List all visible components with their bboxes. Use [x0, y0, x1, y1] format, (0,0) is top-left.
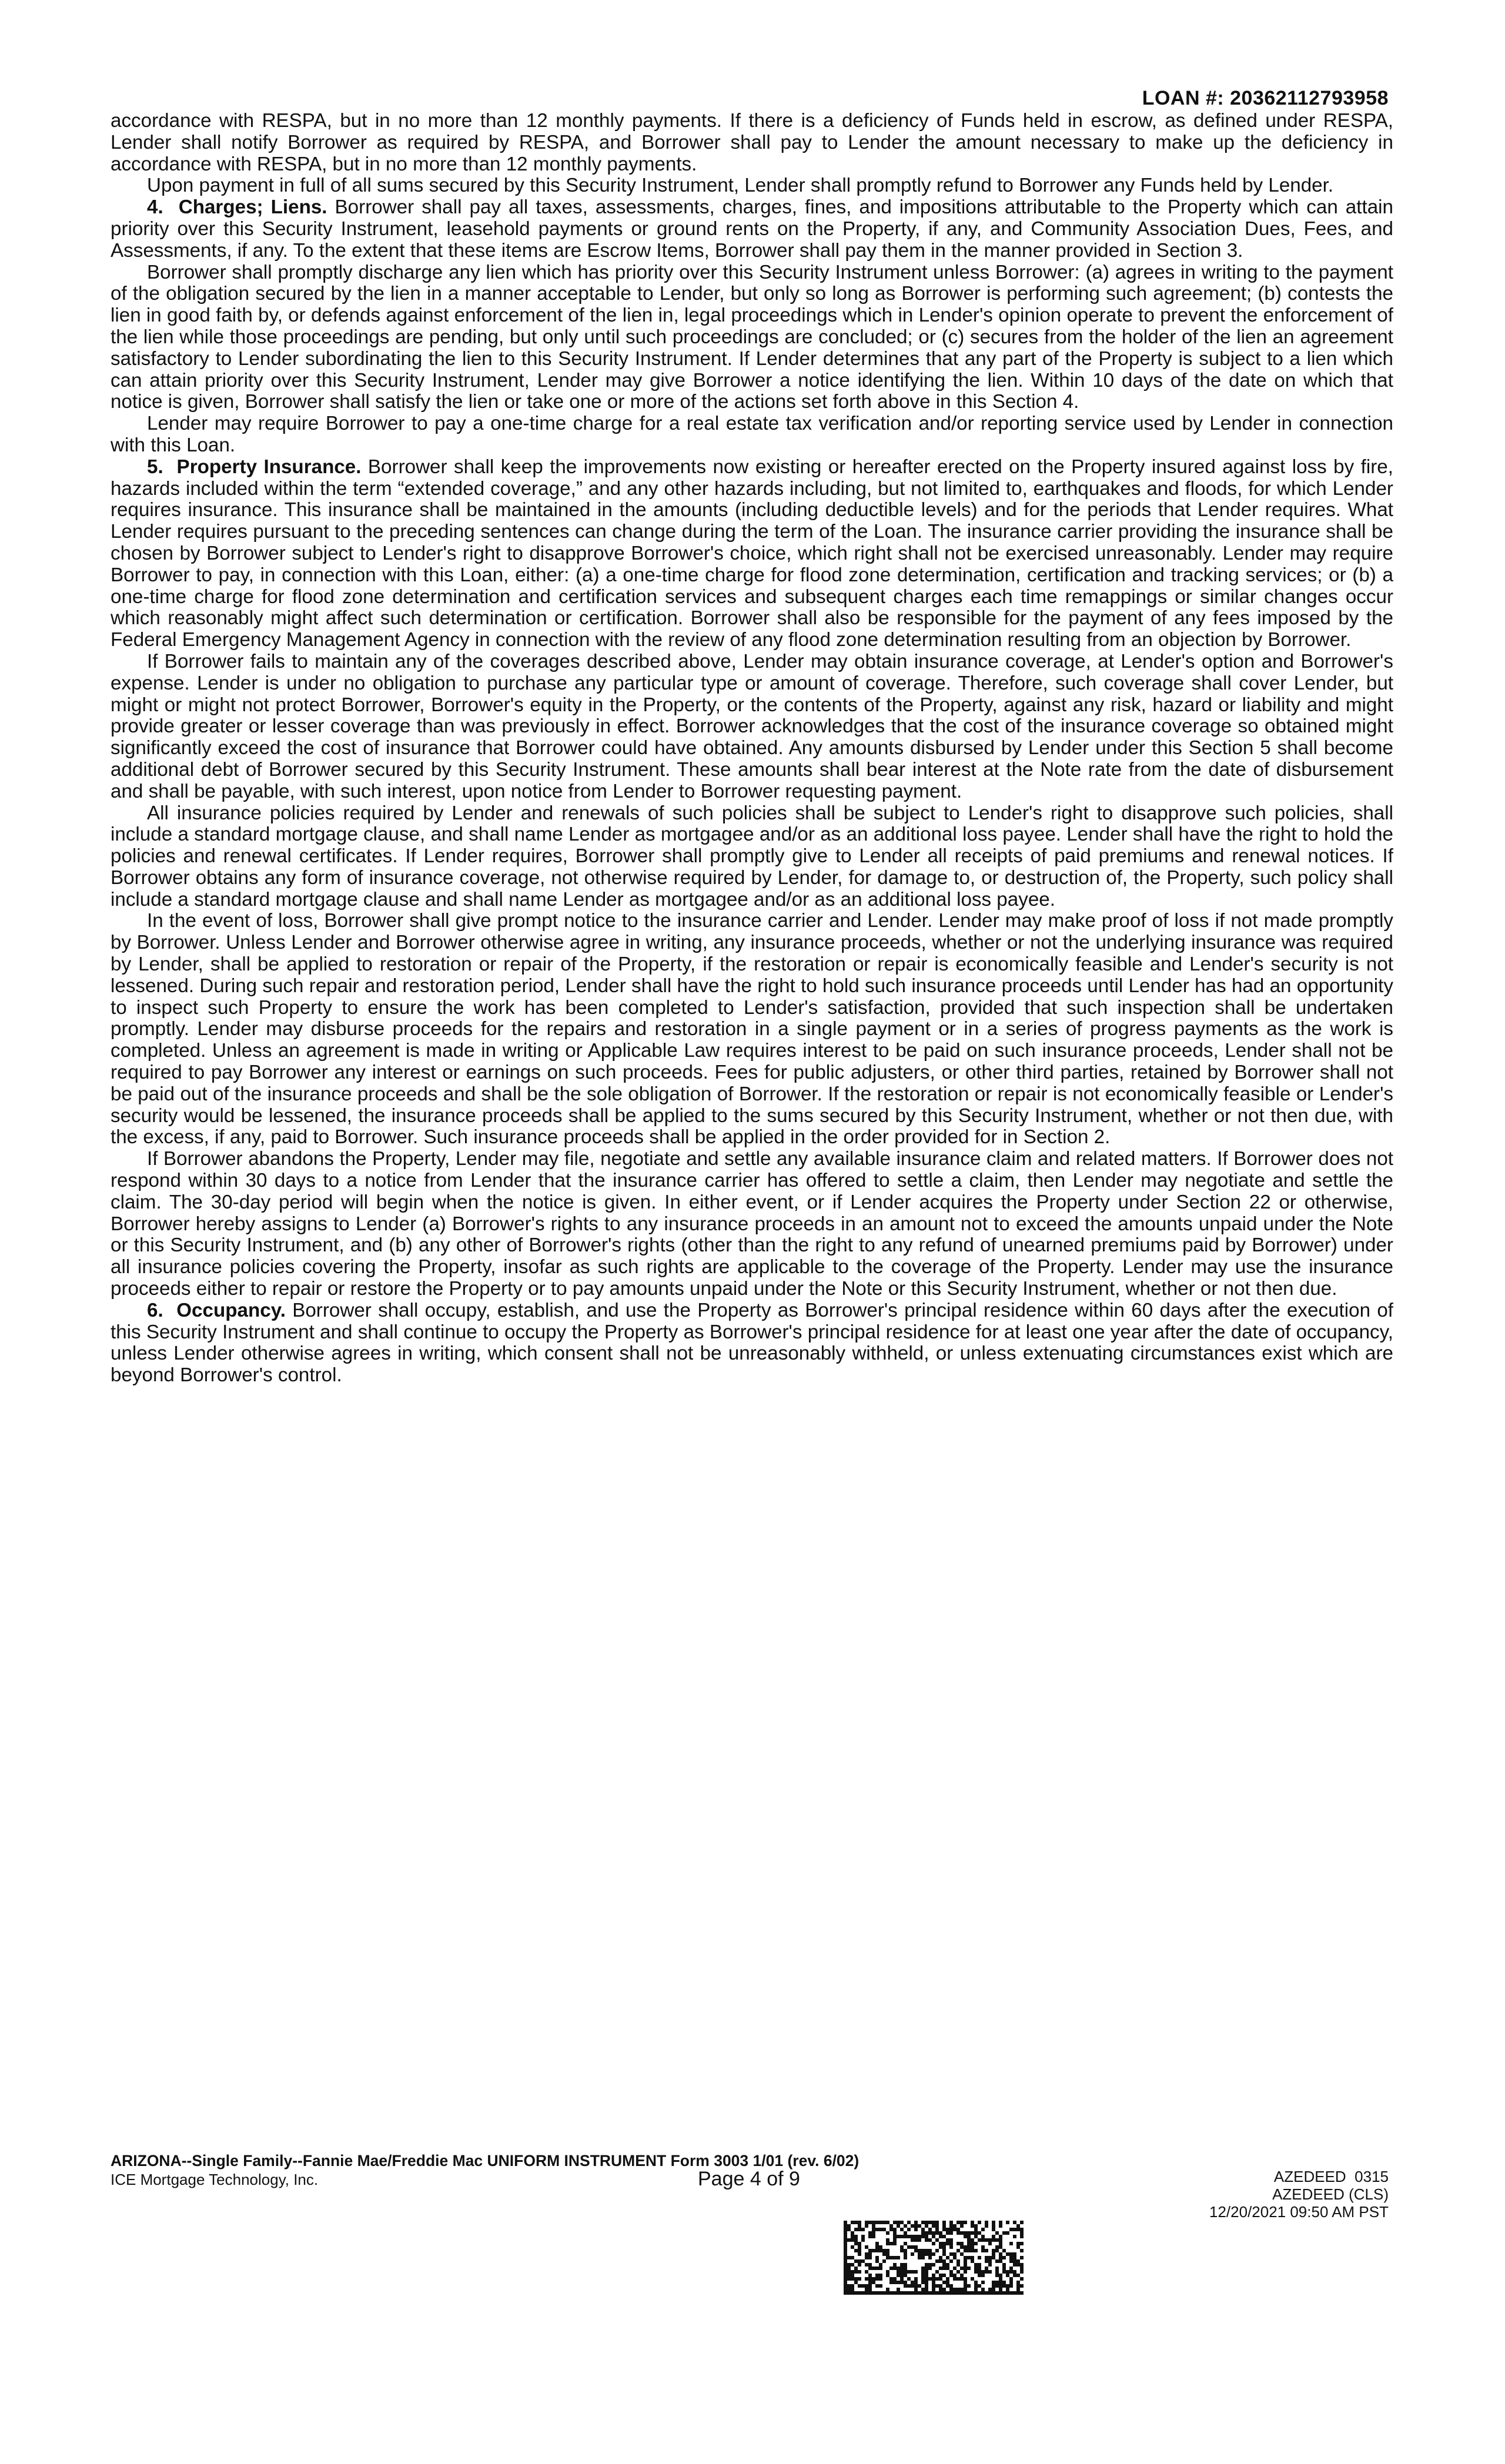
section-heading: 5. Property Insurance.	[147, 456, 362, 478]
body-paragraph: Borrower shall promptly discharge any lien which has priority over this Security Instrument unless Borrower: (a) agrees in writing to the payment of the obligation secured by the lien in a manner acceptable to Lender, but only so long as Borrower is performing such agreement; (b) contests the lien in good faith by, or defends against enforcement of the lien in, legal proceedings which in Lender's opinion operate to prevent the enforcement of the lien while those proceedings are pending, but only until such proceedings are concluded; or (c) secures from the holder of the lien an agreement satisfactory to Lender subordinating the lien to this Security Instrument. If Lender determines that any part of the Property is subject to a lien which can attain priority over this Security Instrument, Lender may give Borrower a notice identifying the lien. Within 10 days of the date on which that notice is given, Borrower shall satisfy the lien or take one or more of the actions set forth above in this Section 4.	[111, 261, 1393, 413]
section-text: Borrower shall pay all taxes, assessments, charges, fines, and impositions attributable to the Property which can attain priority over this Security Instrument, leasehold payments or ground rents on the Property, if any, and Community Association Dues, Fees, and Assessments, if any. To the extent that these items are Escrow Items, Borrower shall pay them in the manner provided in Section 3.	[111, 196, 1393, 262]
body-paragraph: Upon payment in full of all sums secured by this Security Instrument, Lender shall promptly refund to Borrower any Funds held by Lender.	[147, 175, 1334, 197]
document-body	[111, 111, 1393, 1387]
section-paragraph	[111, 1300, 1393, 1387]
body-paragraph: In the event of loss, Borrower shall give prompt notice to the insurance carrier and Lender. Lender may make proof of loss if not made promptly by Borrower. Unless Lender and Borrower otherwise agree in writing, any insurance proceeds, whether or not the underlying insurance was required by Lender, shall be applied to restoration or repair of the Property, if the restoration or repair is economically feasible and Lender's security is not lessened. During such repair and restoration period, Lender shall have the right to hold such insurance proceeds until Lender has had an opportunity to inspect such Property to ensure the work has been completed to Lender's satisfaction, provided that such inspection shall be undertaken promptly. Lender may disburse proceeds for the repairs and restoration in a single payment or in a series of progress payments as the work is completed. Unless an agreement is made in writing or Applicable Law requires interest to be paid on such insurance proceeds, Lender shall not be required to pay Borrower any interest or earnings on such proceeds. Fees for public adjusters, or other third parties, retained by Borrower shall not be paid out of the insurance proceeds and shall be the sole obligation of Borrower. If the restoration or repair is not economically feasible or Lender's security would be lessened, the insurance proceeds shall be applied to the sums secured by this Security Instrument, whether or not then due, with the excess, if any, paid to Borrower. Such insurance proceeds shall be applied in the order provided for in Section 2.	[111, 910, 1393, 1149]
section-heading: 6. Occupancy.	[147, 1299, 286, 1321]
page-number: Page 4 of 9	[698, 2168, 800, 2190]
body-paragraph: Lender may require Borrower to pay a one-time charge for a real estate tax verification and/or reporting service used by Lender in connection with this Loan.	[111, 413, 1393, 456]
body-paragraph: If Borrower abandons the Property, Lender may file, negotiate and settle any available insurance claim and related matters. If Borrower does not respond within 30 days to a notice from Lender that the insurance carrier has offered to settle a claim, then Lender may negotiate and settle the claim. The 30-day period will begin when the notice is given. In either event, or if Lender acquires the Property under Section 22 or otherwise, Borrower hereby assigns to Lender (a) Borrower's rights to any insurance proceeds in an amount not to exceed the amounts unpaid under the Note or this Security Instrument, and (b) any other of Borrower's rights (other than the right to any refund of unearned premiums paid by Borrower) under all insurance policies covering the Property, insofar as such rights are applicable to the coverage of the Property. Lender may use the insurance proceeds either to repair or restore the Property or to pay amounts unpaid under the Note or this Security Instrument, whether or not then due.	[111, 1148, 1393, 1300]
form-code: AZEDEED 0315	[1273, 2168, 1389, 2185]
section-text: Borrower shall keep the improvements now existing or hereafter erected on the Property insured against loss by fire, hazards included within the term “extended coverage,” and any other hazards including, but not limited to, earthquakes and floods, for which Lender requires insurance. This insurance shall be maintained in the amounts (including deductible levels) and for the periods that Lender requires. What Lender requires pursuant to the preceding sentences can change during the term of the Loan. The insurance carrier providing the insurance shall be chosen by Borrower subject to Lender's right to disapprove Borrower's choice, which right shall not be exercised unreasonably. Lender may require Borrower to pay, in connection with this Loan, either: (a) a one-time charge for flood zone determination, certification and tracking services; or (b) a one-time charge for flood zone determination and certification services and subsequent charges each time remappings or similar changes occur which reasonably might affect such determination or certification. Borrower shall also be responsible for the payment of any fees imposed by the Federal Emergency Management Agency in connection with the review of any flood zone determination resulting from an objection by Borrower.	[111, 456, 1393, 651]
body-paragraph: accordance with RESPA, but in no more than 12 monthly payments. If there is a deficiency of Funds held in escrow, as defined under RESPA, Lender shall notify Borrower as required by RESPA, and Borrower shall pay to Lender the amount necessary to make up the deficiency in accordance with RESPA, but in no more than 12 monthly payments.	[111, 110, 1393, 175]
section-paragraph	[111, 197, 1393, 262]
footer-right	[1209, 2168, 1389, 2221]
form-code-cls: AZEDEED (CLS)	[1272, 2185, 1389, 2203]
body-paragraph: All insurance policies required by Lender and renewals of such policies shall be subject to Lender's right to disapprove such policies, shall include a standard mortgage clause, and shall name Lender as mortgagee and/or as an additional loss payee. Lender shall have the right to hold the policies and renewal certificates. If Lender requires, Borrower shall promptly give to Lender all receipts of paid premiums and renewal notices. If Borrower obtains any form of insurance coverage, not otherwise required by Lender, for damage to, or destruction of, the Property, such policy shall include a standard mortgage clause and shall name Lender as mortgagee and/or as an additional loss payee.	[111, 802, 1393, 910]
body-paragraph: If Borrower fails to maintain any of the coverages described above, Lender may obtain insurance coverage, at Lender's option and Borrower's expense. Lender is under no obligation to purchase any particular type or amount of coverage. Therefore, such coverage shall cover Lender, but might or might not protect Borrower, Borrower's equity in the Property, or the contents of the Property, against any risk, hazard or liability and might provide greater or lesser coverage than was previously in effect. Borrower acknowledges that the cost of the insurance coverage so obtained might significantly exceed the cost of insurance that Borrower could have obtained. Any amounts disbursed by Lender under this Section 5 shall become additional debt of Borrower secured by this Security Instrument. These amounts shall bear interest at the Note rate from the date of disbursement and shall be payable, with such interest, upon notice from Lender to Borrower requesting payment.	[111, 650, 1393, 802]
loan-number-header: LOAN #: 20362112793958	[1142, 87, 1389, 109]
section-text: Borrower shall occupy, establish, and use the Property as Borrower's principal residence within 60 days after the execution of this Security Instrument and shall continue to occupy the Property as Borrower's principal residence for at least one year after the date of occupancy, unless Lender otherwise agrees in writing, which consent shall not be unreasonably withheld, or unless extenuating circumstances exist which are beyond Borrower's control.	[111, 1299, 1393, 1387]
section-heading: 4. Charges; Liens.	[147, 196, 327, 219]
section-paragraph	[111, 457, 1393, 651]
print-timestamp: 12/20/2021 09:50 AM PST	[1209, 2203, 1389, 2221]
form-title: ARIZONA--Single Family--Fannie Mae/Freddie Mac UNIFORM INSTRUMENT Form 3003 1/01 (rev. 6/02)	[111, 2152, 859, 2170]
qr-code-icon	[844, 2221, 1024, 2295]
company-name: ICE Mortgage Technology, Inc.	[111, 2171, 319, 2188]
